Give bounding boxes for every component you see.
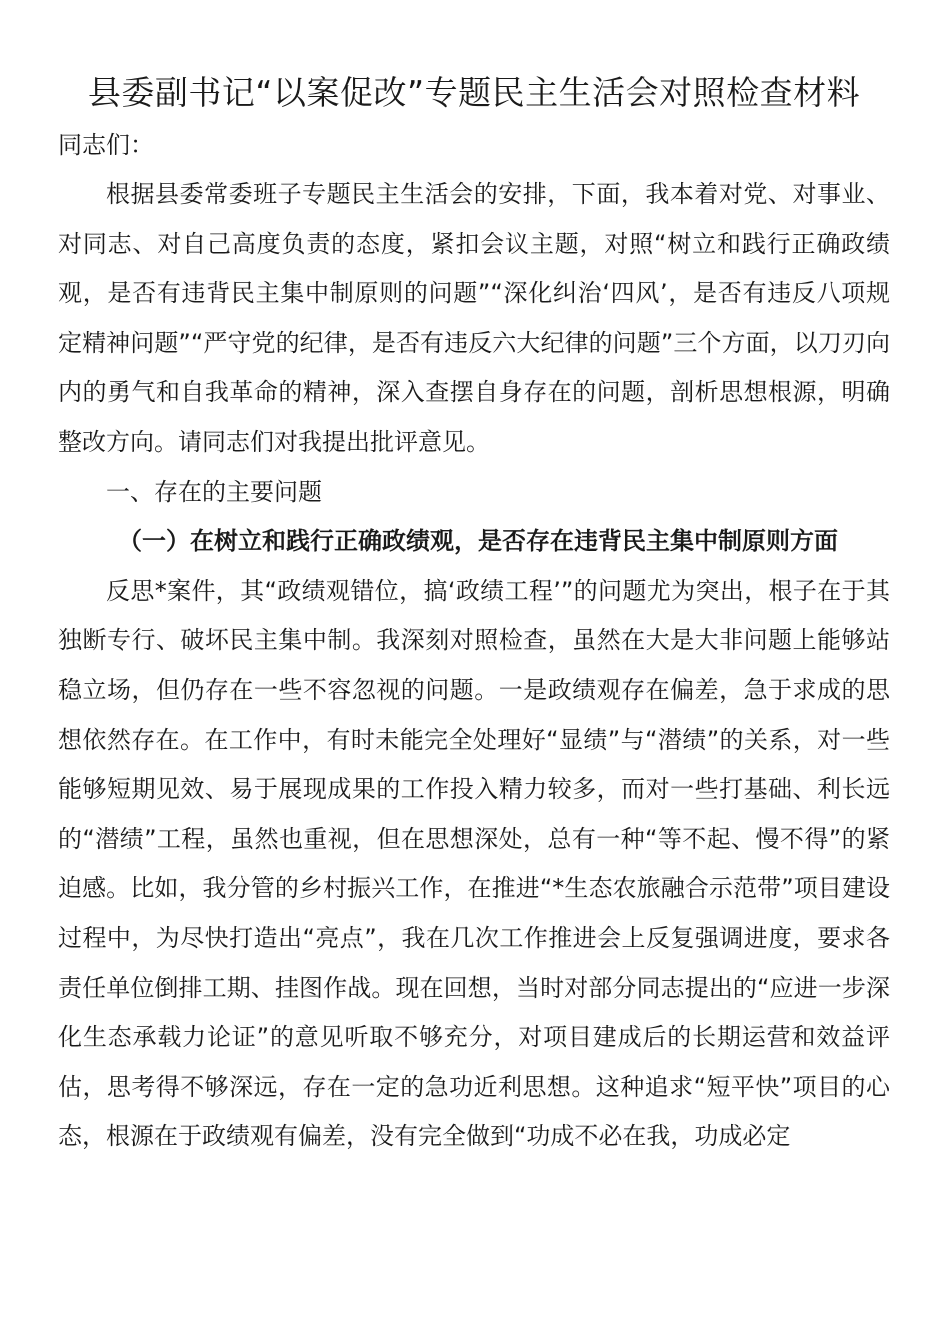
subsection-heading: （一）在树立和践行正确政绩观，是否存在违背民主集中制原则方面 [118,527,838,556]
intro-paragraph: 根据县委常委班子专题民主生活会的安排，下面，我本着对党、对事业、对同志、对自己高度负责的态度，紧扣会议主题，对照“树立和践行正确政绩观，是否有违背民主集中制原则的问题”“深化纠治‘四风’，是否有违反八项规定精神问题”“严守党的纪律，是否有违反六大纪律的问题”三个方面，以刀刃向内的勇气和自我革命的精神，深入查摆自身存在的问题，剖析思想根源，明确整改方向。请同志们对我提出批评意见。 [58,180,890,456]
document-title: 县委副书记“以案促改”专题民主生活会对照检查材料 [87,73,861,112]
section-heading: 一、存在的主要问题 [106,477,322,506]
document-page [58,68,890,1162]
salutation: 同志们： [58,131,154,159]
subsection-paragraph: 反思*案件，其“政绩观错位，搞‘政绩工程’”的问题尤为突出，根子在于其独断专行、破坏民主集中制。我深刻对照检查，虽然在大是大非问题上能够站稳立场，但仍存在一些不容忽视的问题。一是政绩观存在偏差，急于求成的思想依然存在。在工作中，有时未能完全处理好“显绩”与“潜绩”的关系，对一些能够短期见效、易于展现成果的工作投入精力较多，而对一些打基础、利长远的“潜绩”工程，虽然也重视，但在思想深处，总有一种“等不起、慢不得”的紧迫感。比如，我分管的乡村振兴工作，在推进“*生态农旅融合示范带”项目建设过程中，为尽快打造出“亮点”，我在几次工作推进会上反复强调进度，要求各责任单位倒排工期、挂图作战。现在回想，当时对部分同志提出的“应进一步深化生态承载力论证”的意见听取不够充分，对项目建成后的长期运营和效益评估，思考得不够深远，存在一定的急功近利思想。这种追求“短平快”项目的心态，根源在于政绩观有偏差，没有完全做到“功成不必在我，功成必定 [58,576,890,1151]
